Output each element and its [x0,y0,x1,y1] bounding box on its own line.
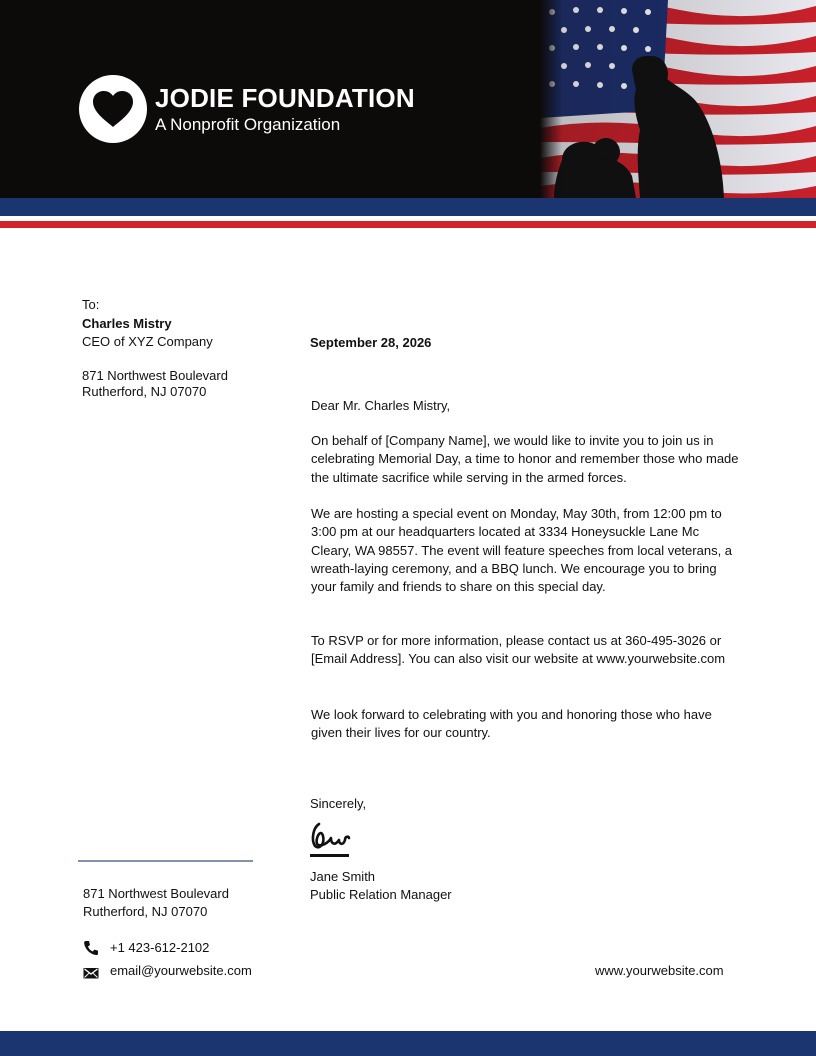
footer-address-line1: 871 Northwest Boulevard [83,886,229,901]
footer-email[interactable]: email@yourwebsite.com [110,963,252,978]
signature-image [309,820,353,860]
letter-date: September 28, 2026 [310,335,432,350]
footer-divider [78,860,253,862]
signer-name: Jane Smith [310,869,376,884]
to-label: To: [82,297,100,312]
body-paragraph-4: We look forward to celebrating with you and honoring those who have given their lives for our country. [311,707,712,741]
body-paragraph-3: To RSVP or for more information, please contact us at 360-495-3026 or [Email Address]. You can also visit our website at www.yourwebsite.com [311,633,726,667]
footer-band [0,1031,816,1056]
recipient-address-line1: 871 Northwest Boulevard [82,368,228,383]
logo [79,75,147,143]
salutation: Dear Mr. Charles Mistry, [311,398,451,413]
body-paragraph-1: On behalf of [Company Name], we would like to invite you to join us in celebrating Memorial Day, a time to honor and remember those who made the ultimate sacrifice while serving in the armed forces. [311,433,739,485]
footer-address-line2: Rutherford, NJ 07070 [83,904,208,919]
brand-name: JODIE FOUNDATION [155,83,415,113]
body-paragraph-2: We are hosting a special event on Monday, May 30th, from 12:00 pm to 3:00 pm at our headquarters located at 3334 Honeysuckle Lane Mc Cleary, WA 98557. The event will feature speeches from local veterans, a wreath-laying ceremony, and a BBQ lunch. We encourage you to bring your family and friends to share on this special day. [311,506,733,595]
recipient-title: CEO of XYZ Company [82,334,213,349]
phone-icon [83,940,99,956]
red-stripe [0,221,816,228]
header-banner [0,0,816,198]
american-flag-image [540,0,816,198]
signer-title: Public Relation Manager [310,887,452,902]
brand-tagline: A Nonprofit Organization [155,115,341,134]
recipient-address-line2: Rutherford, NJ 07070 [82,384,207,399]
heart-icon [91,89,135,129]
navy-stripe [0,198,816,216]
footer-website[interactable]: www.yourwebsite.com [595,963,724,978]
footer-phone[interactable]: +1 423-612-2102 [110,940,210,955]
closing: Sincerely, [310,796,367,811]
recipient-name: Charles Mistry [82,316,172,331]
email-icon [83,965,99,981]
